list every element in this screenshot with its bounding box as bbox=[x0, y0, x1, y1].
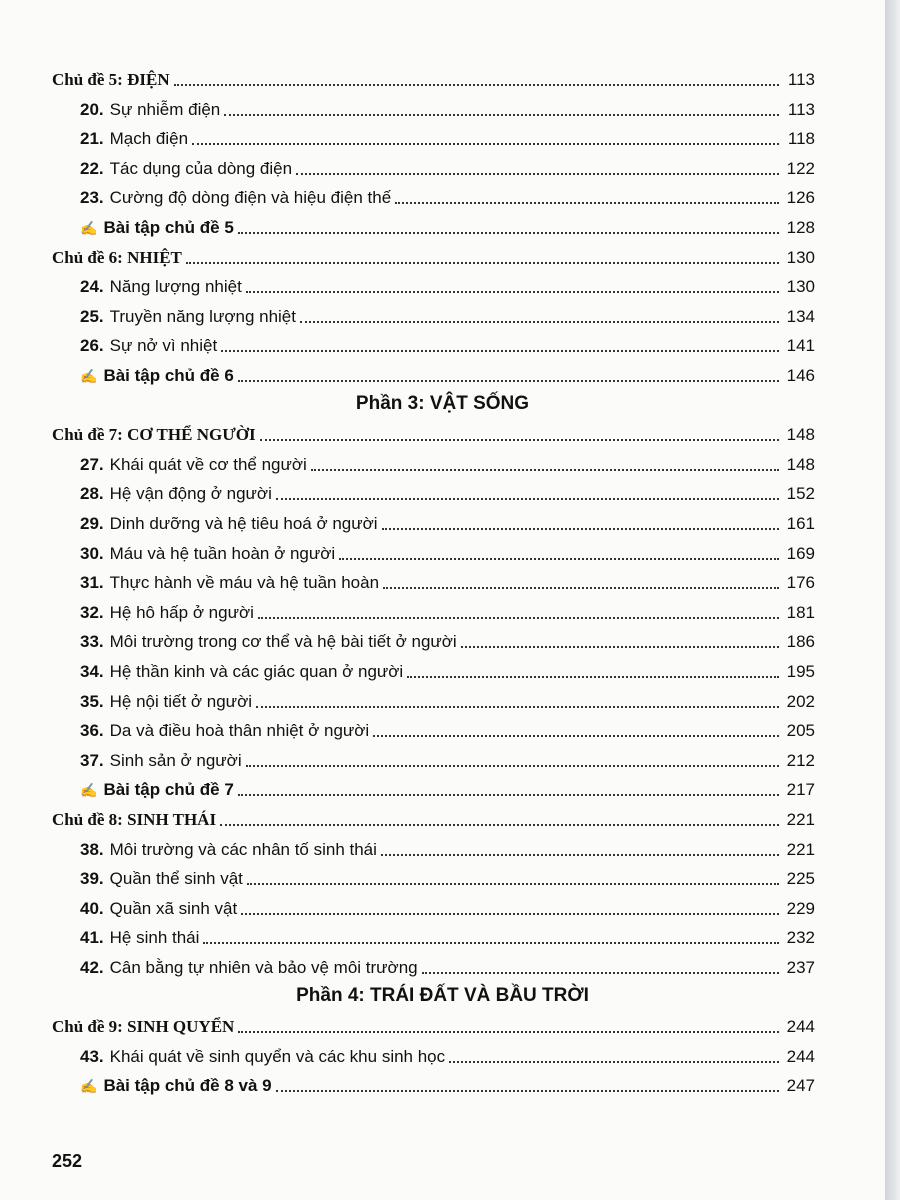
dot-leader bbox=[221, 350, 779, 352]
toc-entry-title bbox=[80, 544, 335, 564]
lesson-number: 41. bbox=[80, 928, 104, 947]
toc-page-number: 130 bbox=[786, 248, 815, 267]
toc-lesson-entry bbox=[80, 269, 815, 297]
toc-page-number: 221 bbox=[786, 840, 815, 859]
toc-page-number: 181 bbox=[786, 603, 815, 622]
toc-lesson-entry bbox=[80, 447, 815, 475]
dot-leader bbox=[260, 439, 779, 441]
part-heading: Phần 3: VẬT SỐNG bbox=[355, 393, 530, 414]
toc-page-number: 134 bbox=[786, 307, 815, 326]
toc-entry-title bbox=[80, 751, 242, 771]
toc-page-number: 232 bbox=[786, 928, 815, 947]
dot-leader bbox=[238, 232, 779, 234]
lesson-title: Mạch điện bbox=[109, 129, 189, 148]
toc-page-number: 128 bbox=[786, 218, 815, 237]
dot-leader bbox=[382, 528, 779, 530]
toc-entry-title bbox=[80, 780, 234, 800]
lesson-title: Khái quát về sinh quyển và các khu sinh học bbox=[109, 1047, 446, 1066]
lesson-title: Hệ thần kinh và các giác quan ở người bbox=[109, 662, 404, 681]
toc-lesson-entry bbox=[80, 1039, 815, 1067]
toc-lesson-entry bbox=[80, 328, 815, 356]
dot-leader bbox=[407, 676, 779, 678]
lesson-title: Truyền năng lượng nhiệt bbox=[109, 307, 296, 326]
lesson-number: 28. bbox=[80, 484, 104, 503]
toc-chapter-entry bbox=[52, 62, 815, 90]
dot-leader bbox=[258, 617, 779, 619]
pencil-icon: ✍ bbox=[80, 782, 98, 798]
dot-leader bbox=[241, 913, 779, 915]
toc-entry-title: Chủ đề 7: CƠ THỂ NGƯỜI bbox=[52, 425, 256, 444]
toc-entry-title bbox=[80, 514, 378, 534]
toc-page-number: 221 bbox=[786, 810, 815, 829]
page-edge bbox=[885, 0, 900, 1200]
toc-page-number: 113 bbox=[787, 100, 815, 119]
toc-lesson-entry bbox=[80, 920, 815, 948]
toc-lesson-entry bbox=[80, 743, 815, 771]
dot-leader bbox=[247, 883, 779, 885]
toc-lesson-entry bbox=[80, 536, 815, 564]
toc-lesson-entry bbox=[80, 832, 815, 860]
toc-lesson-entry bbox=[80, 684, 815, 712]
lesson-number: 29. bbox=[80, 514, 104, 533]
exercise-title: Bài tập chủ đề 6 bbox=[103, 366, 234, 385]
lesson-number: 27. bbox=[80, 455, 104, 474]
toc-page-number: 186 bbox=[786, 632, 815, 651]
lesson-title: Tác dụng của dòng điện bbox=[109, 159, 293, 178]
toc-entry-title bbox=[80, 366, 234, 386]
toc-page-number: 212 bbox=[786, 751, 815, 770]
toc-entry-title bbox=[80, 159, 292, 179]
toc-page-number: 169 bbox=[786, 544, 815, 563]
toc-chapter-entry bbox=[52, 417, 815, 445]
pencil-icon: ✍ bbox=[80, 1078, 98, 1094]
lesson-number: 40. bbox=[80, 899, 104, 918]
toc-lesson-entry bbox=[80, 506, 815, 534]
toc-lesson-entry bbox=[80, 861, 815, 889]
toc-entry-title bbox=[80, 100, 220, 120]
dot-leader bbox=[220, 824, 779, 826]
toc-entry-title bbox=[80, 1076, 272, 1096]
page-number: 252 bbox=[52, 1151, 83, 1171]
lesson-title: Cân bằng tự nhiên và bảo vệ môi trường bbox=[109, 958, 418, 977]
toc-entry-title bbox=[80, 455, 307, 475]
toc-exercise-entry bbox=[80, 210, 815, 238]
lesson-number: 34. bbox=[80, 662, 104, 681]
dot-leader bbox=[381, 854, 779, 856]
lesson-number: 39. bbox=[80, 869, 104, 888]
lesson-number: 25. bbox=[80, 307, 104, 326]
toc-chapter-entry bbox=[52, 1009, 815, 1037]
toc-page-number: 202 bbox=[786, 692, 815, 711]
toc-entry-title bbox=[80, 1047, 445, 1067]
dot-leader bbox=[238, 380, 779, 382]
dot-leader bbox=[246, 765, 779, 767]
lesson-number: 31. bbox=[80, 573, 104, 592]
toc-chapter-entry bbox=[52, 240, 815, 268]
dot-leader bbox=[449, 1061, 779, 1063]
dot-leader bbox=[422, 972, 779, 974]
toc-entry-title bbox=[80, 840, 377, 860]
lesson-number: 22. bbox=[80, 159, 104, 178]
lesson-title: Năng lượng nhiệt bbox=[109, 277, 242, 296]
lesson-title: Sự nhiễm điện bbox=[109, 100, 221, 119]
toc-entry-title bbox=[80, 336, 217, 356]
lesson-title: Sinh sản ở người bbox=[109, 751, 242, 770]
dot-leader bbox=[256, 706, 779, 708]
toc-entry-title bbox=[80, 277, 242, 297]
toc-page-number: 152 bbox=[786, 484, 815, 503]
toc-entry-title: Chủ đề 6: NHIỆT bbox=[52, 248, 182, 267]
toc-entry-title bbox=[80, 928, 199, 948]
lesson-number: 38. bbox=[80, 840, 104, 859]
toc-entry-title bbox=[80, 869, 243, 889]
toc-page-number: 176 bbox=[786, 573, 815, 592]
toc-page-number: 229 bbox=[786, 899, 815, 918]
dot-leader bbox=[246, 291, 779, 293]
toc-lesson-entry bbox=[80, 624, 815, 652]
lesson-number: 37. bbox=[80, 751, 104, 770]
toc-lesson-entry bbox=[80, 595, 815, 623]
lesson-title: Quần xã sinh vật bbox=[109, 899, 238, 918]
toc-lesson-entry bbox=[80, 654, 815, 682]
toc-exercise-entry bbox=[80, 1068, 815, 1096]
toc-page-number: 141 bbox=[786, 336, 815, 355]
toc-page-number: 244 bbox=[786, 1047, 815, 1066]
pencil-icon: ✍ bbox=[80, 368, 98, 384]
dot-leader bbox=[186, 262, 779, 264]
lesson-number: 20. bbox=[80, 100, 104, 119]
toc-lesson-entry bbox=[80, 299, 815, 327]
toc-page-number: 217 bbox=[786, 780, 815, 799]
toc-page-number: 195 bbox=[786, 662, 815, 681]
dot-leader bbox=[383, 587, 779, 589]
toc-lesson-entry bbox=[80, 950, 815, 978]
exercise-title: Bài tập chủ đề 7 bbox=[103, 780, 234, 799]
lesson-number: 26. bbox=[80, 336, 104, 355]
toc-lesson-entry bbox=[80, 92, 815, 120]
lesson-title: Hệ vận động ở người bbox=[109, 484, 272, 503]
lesson-title: Môi trường và các nhân tố sinh thái bbox=[109, 840, 377, 859]
toc-entry-title bbox=[80, 958, 418, 978]
lesson-number: 21. bbox=[80, 129, 104, 148]
lesson-title: Cường độ dòng điện và hiệu điện thế bbox=[109, 188, 392, 207]
lesson-title: Hệ sinh thái bbox=[109, 928, 200, 947]
toc-entry-title bbox=[80, 603, 254, 623]
toc-chapter-entry bbox=[52, 802, 815, 830]
dot-leader bbox=[203, 942, 779, 944]
toc-page-number: 122 bbox=[786, 159, 815, 178]
toc-entry-title bbox=[80, 129, 188, 149]
lesson-title: Môi trường trong cơ thể và hệ bài tiết ở người bbox=[109, 632, 457, 651]
toc-page-number: 148 bbox=[786, 425, 815, 444]
toc-page-number: 161 bbox=[786, 514, 815, 533]
toc-page-number: 244 bbox=[786, 1017, 815, 1036]
dot-leader bbox=[339, 558, 779, 560]
toc-lesson-entry bbox=[80, 151, 815, 179]
toc-entry-title: Chủ đề 8: SINH THÁI bbox=[52, 810, 217, 829]
toc-entry-title bbox=[80, 188, 391, 208]
dot-leader bbox=[224, 114, 779, 116]
lesson-number: 36. bbox=[80, 721, 104, 740]
lesson-number: 43. bbox=[80, 1047, 104, 1066]
toc-exercise-entry bbox=[80, 772, 815, 800]
lesson-title: Quần thể sinh vật bbox=[109, 869, 243, 888]
dot-leader bbox=[296, 173, 779, 175]
dot-leader bbox=[461, 646, 779, 648]
toc-page-number: 126 bbox=[786, 188, 815, 207]
dot-leader bbox=[174, 84, 779, 86]
toc-entry-title bbox=[80, 307, 296, 327]
toc-lesson-entry bbox=[80, 891, 815, 919]
toc-entry-title bbox=[80, 484, 272, 504]
exercise-title: Bài tập chủ đề 5 bbox=[103, 218, 234, 237]
dot-leader bbox=[192, 143, 779, 145]
toc-page-number: 225 bbox=[786, 869, 815, 888]
toc-lesson-entry bbox=[80, 180, 815, 208]
toc-entry-title bbox=[80, 662, 403, 682]
toc-page-number: 118 bbox=[787, 129, 815, 148]
toc-lesson-entry bbox=[80, 476, 815, 504]
toc-entry-title bbox=[80, 721, 369, 741]
lesson-title: Sự nở vì nhiệt bbox=[109, 336, 218, 355]
toc-lesson-entry bbox=[80, 121, 815, 149]
lesson-number: 33. bbox=[80, 632, 104, 651]
dot-leader bbox=[238, 1031, 779, 1033]
toc-page-number: 113 bbox=[787, 70, 815, 89]
toc-entry-title bbox=[80, 573, 379, 593]
lesson-title: Khái quát về cơ thể người bbox=[109, 455, 307, 474]
dot-leader bbox=[300, 321, 779, 323]
lesson-title: Máu và hệ tuần hoàn ở người bbox=[109, 544, 336, 563]
toc-lesson-entry bbox=[80, 565, 815, 593]
lesson-title: Hệ hô hấp ở người bbox=[109, 603, 254, 622]
toc-page-number: 148 bbox=[786, 455, 815, 474]
toc-page-number: 247 bbox=[786, 1076, 815, 1095]
toc-lesson-entry bbox=[80, 713, 815, 741]
lesson-number: 42. bbox=[80, 958, 104, 977]
toc-entry-title bbox=[80, 899, 237, 919]
lesson-number: 30. bbox=[80, 544, 104, 563]
lesson-title: Da và điều hoà thân nhiệt ở người bbox=[109, 721, 370, 740]
toc-entry-title bbox=[80, 692, 252, 712]
toc-page-number: 146 bbox=[786, 366, 815, 385]
lesson-number: 23. bbox=[80, 188, 104, 207]
toc-entry-title bbox=[80, 632, 457, 652]
lesson-number: 24. bbox=[80, 277, 104, 296]
part-heading: Phần 4: TRÁI ĐẤT VÀ BẦU TRỜI bbox=[296, 985, 589, 1006]
dot-leader bbox=[395, 202, 779, 204]
toc-entry-title: Chủ đề 9: SINH QUYỂN bbox=[52, 1017, 235, 1036]
toc-page-number: 130 bbox=[786, 277, 815, 296]
lesson-number: 35. bbox=[80, 692, 104, 711]
lesson-title: Thực hành về máu và hệ tuần hoàn bbox=[109, 573, 380, 592]
exercise-title: Bài tập chủ đề 8 và 9 bbox=[103, 1076, 272, 1095]
lesson-title: Hệ nội tiết ở người bbox=[109, 692, 252, 711]
toc-page-number: 237 bbox=[786, 958, 815, 977]
pencil-icon: ✍ bbox=[80, 220, 98, 236]
dot-leader bbox=[373, 735, 779, 737]
dot-leader bbox=[238, 794, 779, 796]
toc-exercise-entry bbox=[80, 358, 815, 386]
toc-entry-title: Chủ đề 5: ĐIỆN bbox=[52, 70, 170, 89]
toc-entry-title bbox=[80, 218, 234, 238]
dot-leader bbox=[276, 1090, 779, 1092]
dot-leader bbox=[311, 469, 779, 471]
lesson-title: Dinh dưỡng và hệ tiêu hoá ở người bbox=[109, 514, 378, 533]
dot-leader bbox=[276, 498, 779, 500]
toc-page-number: 205 bbox=[786, 721, 815, 740]
lesson-number: 32. bbox=[80, 603, 104, 622]
